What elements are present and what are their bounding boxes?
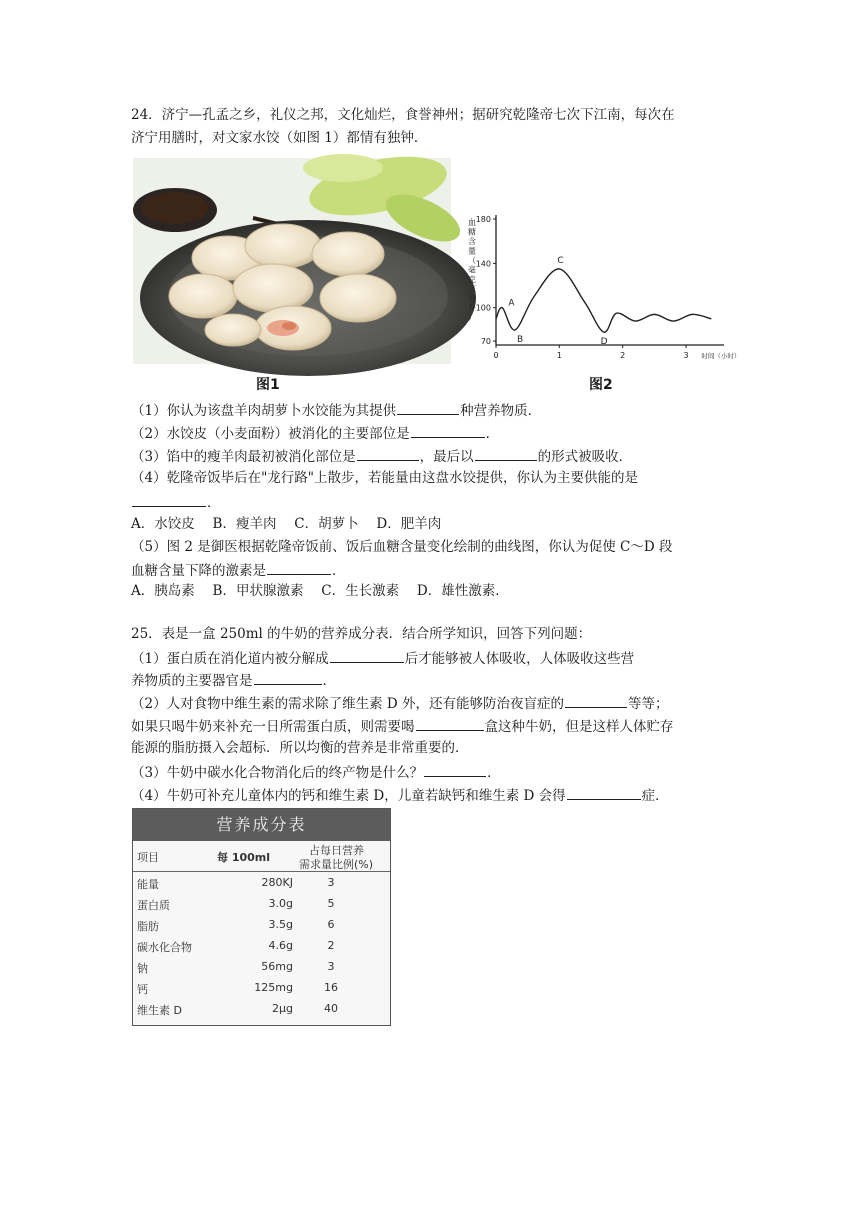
nutrition-table-title: 营养成分表 [133, 809, 390, 841]
q24-part4-options: A．水饺皮 B．瘦羊肉 C．胡萝卜 D．肥羊肉 [131, 516, 442, 532]
q24-part2-tail: ． [485, 426, 500, 442]
dumplings-photo [133, 158, 451, 364]
table-cell-ratio: 5 [327, 897, 335, 910]
table-row [133, 894, 390, 914]
q25-part2-tail2: 盒这种牛奶，但是这样人体贮存 [484, 719, 674, 735]
answer-blank[interactable] [567, 785, 641, 800]
q25-part1-line2 [131, 670, 336, 690]
y-axis-label-char: 升 [468, 303, 476, 313]
answer-blank[interactable] [397, 400, 459, 415]
table-header-ratio-line1: 占每日营养 [309, 844, 364, 857]
x-axis-label: 时间（小时） [701, 352, 741, 360]
answer-blank[interactable] [132, 492, 206, 507]
q25-part4 [131, 785, 669, 805]
q25-part1-tail: 后才能够被人体吸收，人体吸收这些营 [404, 651, 635, 667]
table-cell-amount: 56mg [261, 960, 293, 973]
y-axis-label-char: 量 [468, 246, 476, 256]
table-header-per100ml: 每 100ml [217, 851, 271, 864]
y-axis-label-char: ） [468, 313, 476, 322]
table-row [133, 978, 390, 998]
x-tick-label: 0 [493, 351, 499, 360]
answer-blank[interactable] [424, 762, 486, 777]
table-cell-item: 钠 [137, 962, 148, 975]
curve-point-label: D [600, 337, 608, 348]
q25-part2-text: （2）人对食物中维生素的需求除了维生素 D 外，还有能够防治夜盲症的 [131, 696, 564, 712]
q25-part1-end: ． [322, 673, 336, 689]
q24-part4: （4）乾隆帝饭毕后在"龙行路"上散步，若能量由这盘水饺提供，你认为主要供能的是 [131, 470, 639, 486]
y-axis-label-char: （ [468, 256, 476, 265]
q25-part1-text2: 养物质的主要器官是 [131, 673, 253, 689]
answer-blank[interactable] [254, 670, 322, 685]
table-cell-amount: 280KJ [261, 876, 293, 889]
table-row [133, 936, 390, 956]
curve-point-label: C [557, 255, 564, 266]
table-cell-item: 蛋白质 [137, 899, 170, 912]
q25-part2-tail: 等等； [628, 696, 669, 712]
q25-part2-line3: 能源的脂肪摄入会超标．所以均衡的营养是非常重要的． [131, 740, 469, 756]
q24-part3 [131, 446, 632, 466]
table-cell-ratio: 3 [327, 960, 335, 973]
table-row [133, 957, 390, 977]
q24-part1-tail: 种营养物质． [460, 403, 542, 419]
x-tick-label: 1 [556, 351, 562, 360]
table-cell-item: 碳水化合物 [137, 941, 192, 954]
y-axis-label-char: 含 [468, 237, 476, 246]
q24-part4-answer [131, 492, 221, 512]
table-cell-item: 能量 [137, 878, 159, 891]
q25-part3 [131, 762, 501, 782]
y-tick-label: 140 [475, 259, 491, 269]
table-cell-item: 钙 [137, 983, 148, 996]
answer-blank[interactable] [330, 648, 404, 663]
table-cell-item: 维生素 D [137, 1004, 182, 1017]
q25-part1-text: （1）蛋白质在消化道内被分解成 [131, 651, 329, 667]
table-cell-ratio: 16 [324, 981, 338, 994]
q24-part5-tail: ． [332, 563, 346, 579]
nutrition-table [132, 808, 391, 1026]
y-tick-label: 70 [480, 337, 491, 346]
q25-part1 [131, 648, 634, 668]
table-cell-amount: 125mg [254, 981, 293, 994]
table-header-item: 项目 [137, 851, 159, 864]
y-axis-label-char: 克 [468, 275, 476, 284]
table-cell-item: 脂肪 [137, 920, 159, 933]
q25-intro: 25．表是一盒 250ml 的牛奶的营养成分表．结合所学知识，回答下列问题： [131, 626, 592, 642]
q25-part4-tail: 症． [641, 788, 669, 804]
figure1-caption: 图1 [256, 377, 280, 393]
q24-part3-text: （3）馅中的瘦羊肉最初被消化部位是 [131, 449, 356, 465]
figure2-caption: 图2 [589, 377, 613, 393]
q24-part4-end: ． [207, 495, 221, 511]
q24-part5-options: A．胰岛素 B．甲状腺激素 C．生长激素 D．雄性激素． [131, 583, 509, 599]
curve-point-label: B [517, 334, 524, 345]
table-row [133, 999, 390, 1019]
y-tick-label: 180 [475, 215, 491, 224]
q24-part1-text: （1）你认为该盘羊肉胡萝卜水饺能为其提供 [131, 403, 397, 419]
q24-intro-line1: 24．济宁—孔孟之乡，礼仪之邦，文化灿烂，食誉神州；据研究乾隆帝七次下江南，每次在 [131, 107, 675, 123]
q24-part3-tail: 的形式被吸收． [537, 449, 633, 465]
y-tick-label: 100 [475, 303, 491, 313]
q25-part2-line2 [131, 716, 674, 736]
blood-sugar-curve [496, 269, 711, 332]
x-tick-label: 2 [620, 351, 626, 360]
answer-blank[interactable] [411, 423, 485, 438]
q25-part2-text2: 如果只喝牛奶来补充一日所需蛋白质，则需要喝 [131, 719, 415, 735]
y-axis-label-char: 分 [468, 294, 476, 303]
table-header-ratio-line2: 需求量比例(%) [299, 858, 374, 871]
blood-sugar-graph [462, 205, 741, 365]
table-cell-amount: 4.6g [268, 939, 293, 952]
table-cell-ratio: 40 [324, 1002, 338, 1015]
q24-part5-text: 血糖含量下降的激素是 [131, 563, 266, 579]
table-cell-ratio: 6 [327, 918, 335, 931]
q25-part4-text: （4）牛奶可补充儿童体内的钙和维生素 D，儿童若缺钙和维生素 D 会得 [131, 788, 566, 804]
table-divider [133, 871, 390, 872]
answer-blank[interactable] [416, 716, 484, 731]
answer-blank[interactable] [565, 693, 627, 708]
table-cell-amount: 3.5g [268, 918, 293, 931]
answer-blank[interactable] [475, 446, 537, 461]
q24-intro-line2: 济宁用膳时，对文家水饺（如图 1）都情有独钟． [131, 130, 428, 146]
table-cell-amount: 2μg [272, 1002, 293, 1015]
q25-part2 [131, 693, 669, 713]
table-cell-amount: 3.0g [268, 897, 293, 910]
table-cell-ratio: 2 [327, 939, 335, 952]
q24-part5: （5）图 2 是御医根据乾隆帝饭前、饭后血糖含量变化绘制的曲线图，你认为促使 C～D 段 [131, 539, 673, 555]
q25-part3-text: （3）牛奶中碳水化合物消化后的终产物是什么？ [131, 765, 424, 781]
y-axis-label-char: ／ [468, 284, 476, 294]
curve-point-label: A [508, 298, 515, 309]
q24-part3-mid: ，最后以 [419, 449, 474, 465]
table-row [133, 915, 390, 935]
answer-blank[interactable] [357, 446, 419, 461]
x-tick-label: 3 [683, 351, 689, 360]
y-axis-label-char: 血 [468, 218, 476, 227]
q25-part3-end: ． [487, 765, 501, 781]
answer-blank[interactable] [267, 560, 331, 575]
q24-part2 [131, 423, 499, 443]
y-axis-label-char: 糖 [468, 227, 476, 237]
table-row [133, 873, 390, 893]
q24-part1 [131, 400, 541, 420]
q24-part2-text: （2）水饺皮（小麦面粉）被消化的主要部位是 [131, 426, 410, 442]
y-axis-label-char: 毫 [468, 265, 476, 275]
q24-part5-line2 [131, 560, 346, 580]
table-cell-ratio: 3 [327, 876, 335, 889]
